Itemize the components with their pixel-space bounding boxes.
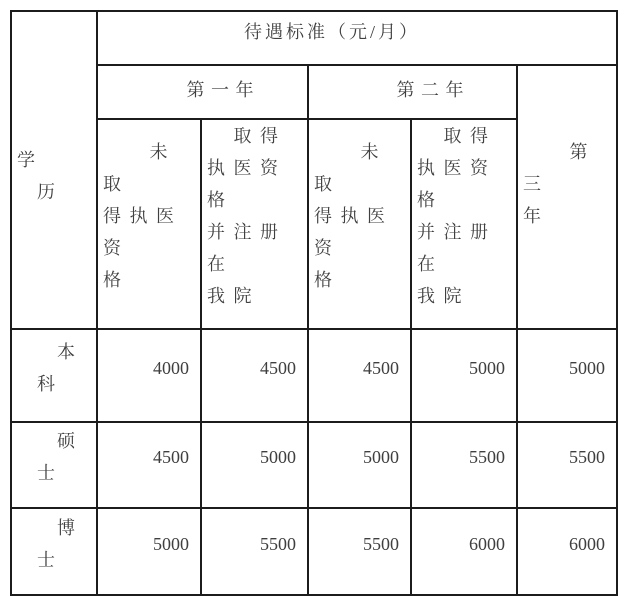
year2-header-cell: 第 二 年 <box>308 65 517 119</box>
master-y1-licensed-value: 5000 <box>201 422 308 508</box>
master-y1-unlicensed-value: 4500 <box>97 422 201 508</box>
bachelor-y3-value: 5000 <box>517 329 617 422</box>
year3-header-cell: 第 三 年 <box>517 65 617 329</box>
master-y3-value: 5500 <box>517 422 617 508</box>
bachelor-y1-unlicensed-value: 4000 <box>97 329 201 422</box>
doctor-y3-value: 6000 <box>517 508 617 595</box>
subheader-year1-unlicensed: 未 取 得 执 医 资 格 <box>97 119 201 329</box>
row-label-master: 硕 士 <box>11 422 97 508</box>
bachelor-y2-licensed-value: 5000 <box>411 329 517 422</box>
doctor-y1-unlicensed-value: 5000 <box>97 508 201 595</box>
row-label-doctor: 博 士 <box>11 508 97 595</box>
doctor-y1-licensed-value: 5500 <box>201 508 308 595</box>
subheader-year1-licensed: 取 得 执 医 资 格 并 注 册 在 我 院 <box>201 119 308 329</box>
title-cell: 待遇标准（元/月） <box>97 11 617 65</box>
subheader-year2-licensed: 取 得 执 医 资 格 并 注 册 在 我 院 <box>411 119 517 329</box>
master-y2-licensed-value: 5500 <box>411 422 517 508</box>
bachelor-y1-licensed-value: 4500 <box>201 329 308 422</box>
year1-header-cell: 第 一 年 <box>97 65 308 119</box>
row-label-bachelor: 本 科 <box>11 329 97 422</box>
master-y2-unlicensed-value: 5000 <box>308 422 411 508</box>
salary-table <box>10 10 618 596</box>
bachelor-y2-unlicensed-value: 4500 <box>308 329 411 422</box>
subheader-year2-unlicensed: 未 取 得 执 医 资 格 <box>308 119 411 329</box>
doctor-y2-unlicensed-value: 5500 <box>308 508 411 595</box>
doctor-y2-licensed-value: 6000 <box>411 508 517 595</box>
education-header-cell: 学 历 <box>11 11 97 329</box>
